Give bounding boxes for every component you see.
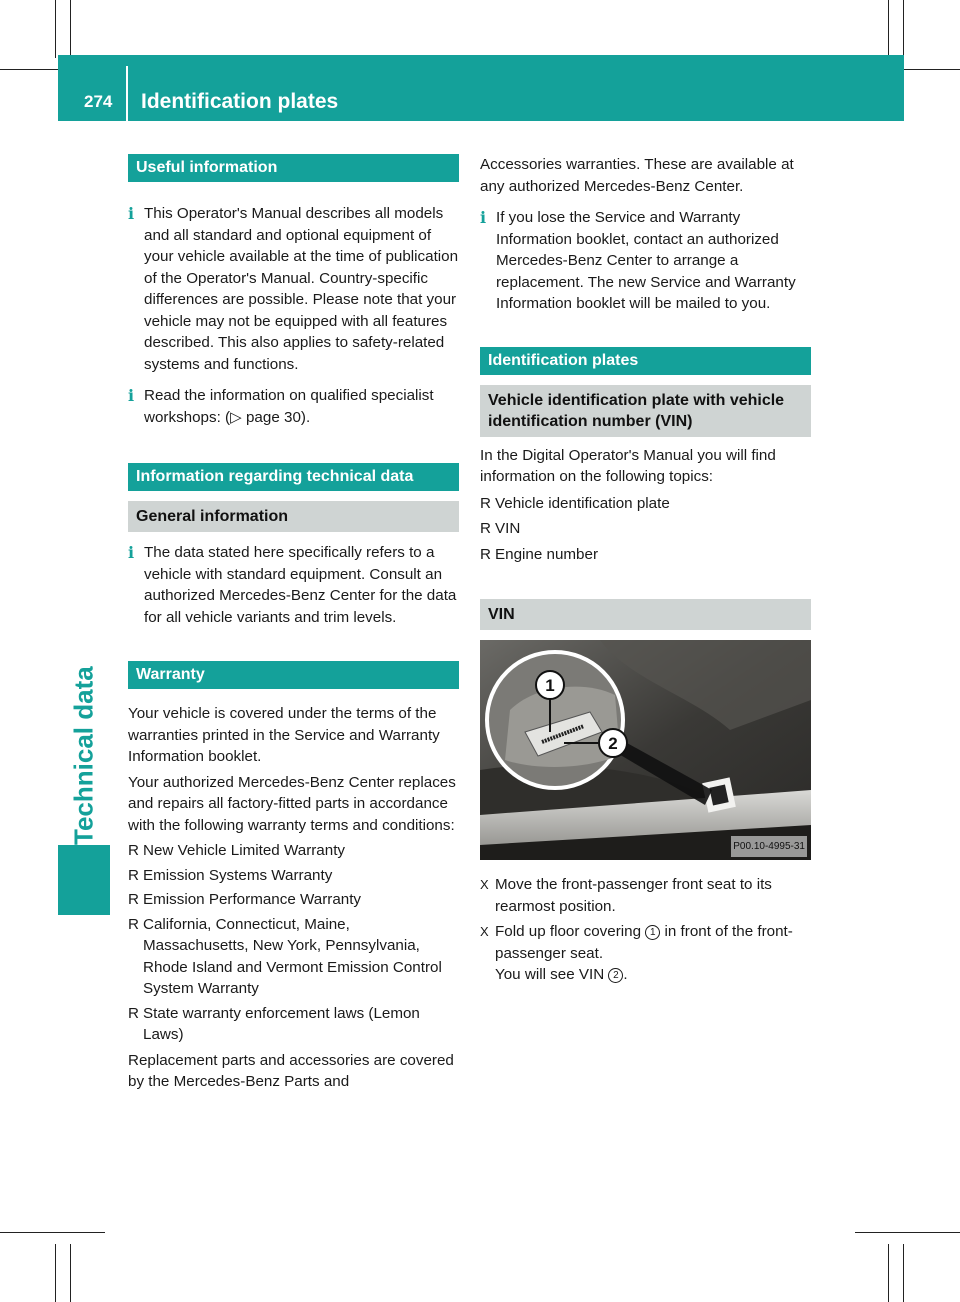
- step-text: Fold up floor covering: [495, 923, 642, 940]
- info-icon: i: [128, 543, 135, 562]
- bullet-icon: R: [480, 520, 491, 537]
- info-note: [128, 385, 459, 428]
- list-item: R Emission Systems Warranty: [128, 865, 459, 887]
- page-number: 274: [84, 92, 113, 111]
- info-text: If you lose the Service and Warranty Information booklet, contact an authorized Mercedes-Benz Center to arrange a replacement. The new Service and Warranty Information booklet will be mailed to you.: [496, 209, 796, 312]
- crop-mark: [70, 1244, 71, 1302]
- vin-location-figure: [480, 640, 811, 860]
- warranty-paragraph: Your vehicle is covered under the terms of the warranties printed in the Service and Warranty Information booklet.: [128, 705, 440, 765]
- crop-mark: [888, 1244, 889, 1302]
- warranty-list: [128, 840, 459, 1046]
- step-arrow-icon: X: [480, 924, 489, 939]
- info-note: [480, 207, 811, 315]
- bullet-icon: R: [480, 494, 491, 512]
- info-icon: i: [480, 208, 487, 227]
- heading-useful-information: Useful information: [128, 154, 459, 182]
- step-text: Move the front-passenger front seat to its rearmost position.: [495, 876, 772, 915]
- step-text: in front of the front-passenger seat.: [495, 923, 793, 962]
- info-text: The data stated here specifically refers to a vehicle with standard equipment. Consult an authorized Mercedes-Benz Center for the data for all vehicle variants and trim levels.: [144, 544, 457, 626]
- info-note: [128, 542, 459, 628]
- list-item: R Vehicle identification plate: [480, 493, 811, 515]
- heading-vin: VIN: [480, 599, 811, 630]
- digital-manual-text: In the Digital Operator's Manual you will find information on the following topics:: [480, 446, 776, 485]
- heading-technical-data: Information regarding technical data: [128, 463, 459, 491]
- right-column: [480, 154, 811, 986]
- info-text: This Operator's Manual describes all models and all standard and optional equipment of your vehicle available at the time of publication of the Operator's Manual. Country-specific differences are possible. Please note that your vehicle may not be equipped with all features described. This also applies to safety-related systems and functions.: [144, 205, 459, 373]
- callout-1-label: 1: [545, 676, 555, 695]
- crop-mark: [855, 1232, 960, 1233]
- heading-warranty: Warranty: [128, 661, 459, 689]
- bullet-icon: R: [480, 545, 491, 563]
- list-item: R Emission Performance Warranty: [128, 889, 459, 911]
- page-title: Identification plates: [141, 90, 339, 113]
- vin-location-illustration: [480, 640, 811, 860]
- callout-2-icon: 2: [608, 968, 623, 983]
- list-item: R New Vehicle Limited Warranty: [128, 840, 459, 862]
- crop-mark: [903, 0, 904, 58]
- info-text: Read the information on qualified specialist workshops: (▷ page 30).: [144, 387, 434, 426]
- list-item: R State warranty enforcement laws (Lemon Laws): [128, 1004, 420, 1043]
- list-item: R California, Connecticut, Maine, Massachusetts, New York, Pennsylvania, Rhode Island and Vermont Emission Control System Warranty: [128, 915, 442, 997]
- warranty-paragraph: Your authorized Mercedes-Benz Center replaces and repairs all factory-fitted parts in accordance with the following warranty terms and conditions:: [128, 773, 456, 834]
- list-item: R Engine number: [480, 544, 811, 566]
- heading-vin-plate: Vehicle identification plate with vehicle identification number (VIN): [480, 385, 811, 437]
- bullet-icon: R: [128, 866, 139, 884]
- crop-mark: [55, 1244, 56, 1302]
- left-column: [128, 154, 459, 1093]
- bullet-icon: R: [128, 915, 139, 933]
- step-result-text: You will see VIN: [495, 966, 605, 983]
- info-note: [128, 203, 459, 375]
- topics-list: [480, 493, 811, 566]
- heading-identification-plates: Identification plates: [480, 347, 811, 375]
- crop-mark: [888, 0, 889, 58]
- list-item: R VIN: [480, 518, 811, 540]
- section-tab-marker: [58, 845, 110, 915]
- instruction-step: [480, 874, 811, 917]
- section-tab-label: Technical data: [68, 666, 99, 845]
- crop-mark: [0, 1232, 105, 1233]
- figure-code: P00.10-4995-31: [731, 836, 807, 858]
- continued-paragraph: Accessories warranties. These are available at any authorized Mercedes-Benz Center.: [480, 156, 794, 195]
- info-icon: i: [128, 386, 135, 405]
- crop-mark: [70, 0, 71, 58]
- crop-mark: [55, 0, 56, 58]
- instruction-step: X Fold up floor covering 1 in front of the front-passenger seat. You will see VIN 2 .: [480, 923, 793, 983]
- bullet-icon: R: [128, 1004, 139, 1022]
- step-arrow-icon: X: [480, 877, 489, 892]
- info-icon: i: [128, 204, 135, 223]
- callout-1-icon: 1: [645, 925, 660, 940]
- warranty-paragraph: Replacement parts and accessories are covered by the Mercedes-Benz Parts and: [128, 1051, 454, 1090]
- bullet-icon: R: [128, 891, 139, 908]
- heading-general-information: General information: [128, 501, 459, 532]
- header-divider: [126, 66, 128, 121]
- callout-2-label: 2: [608, 734, 618, 753]
- crop-mark: [903, 1244, 904, 1302]
- bullet-icon: R: [128, 842, 139, 859]
